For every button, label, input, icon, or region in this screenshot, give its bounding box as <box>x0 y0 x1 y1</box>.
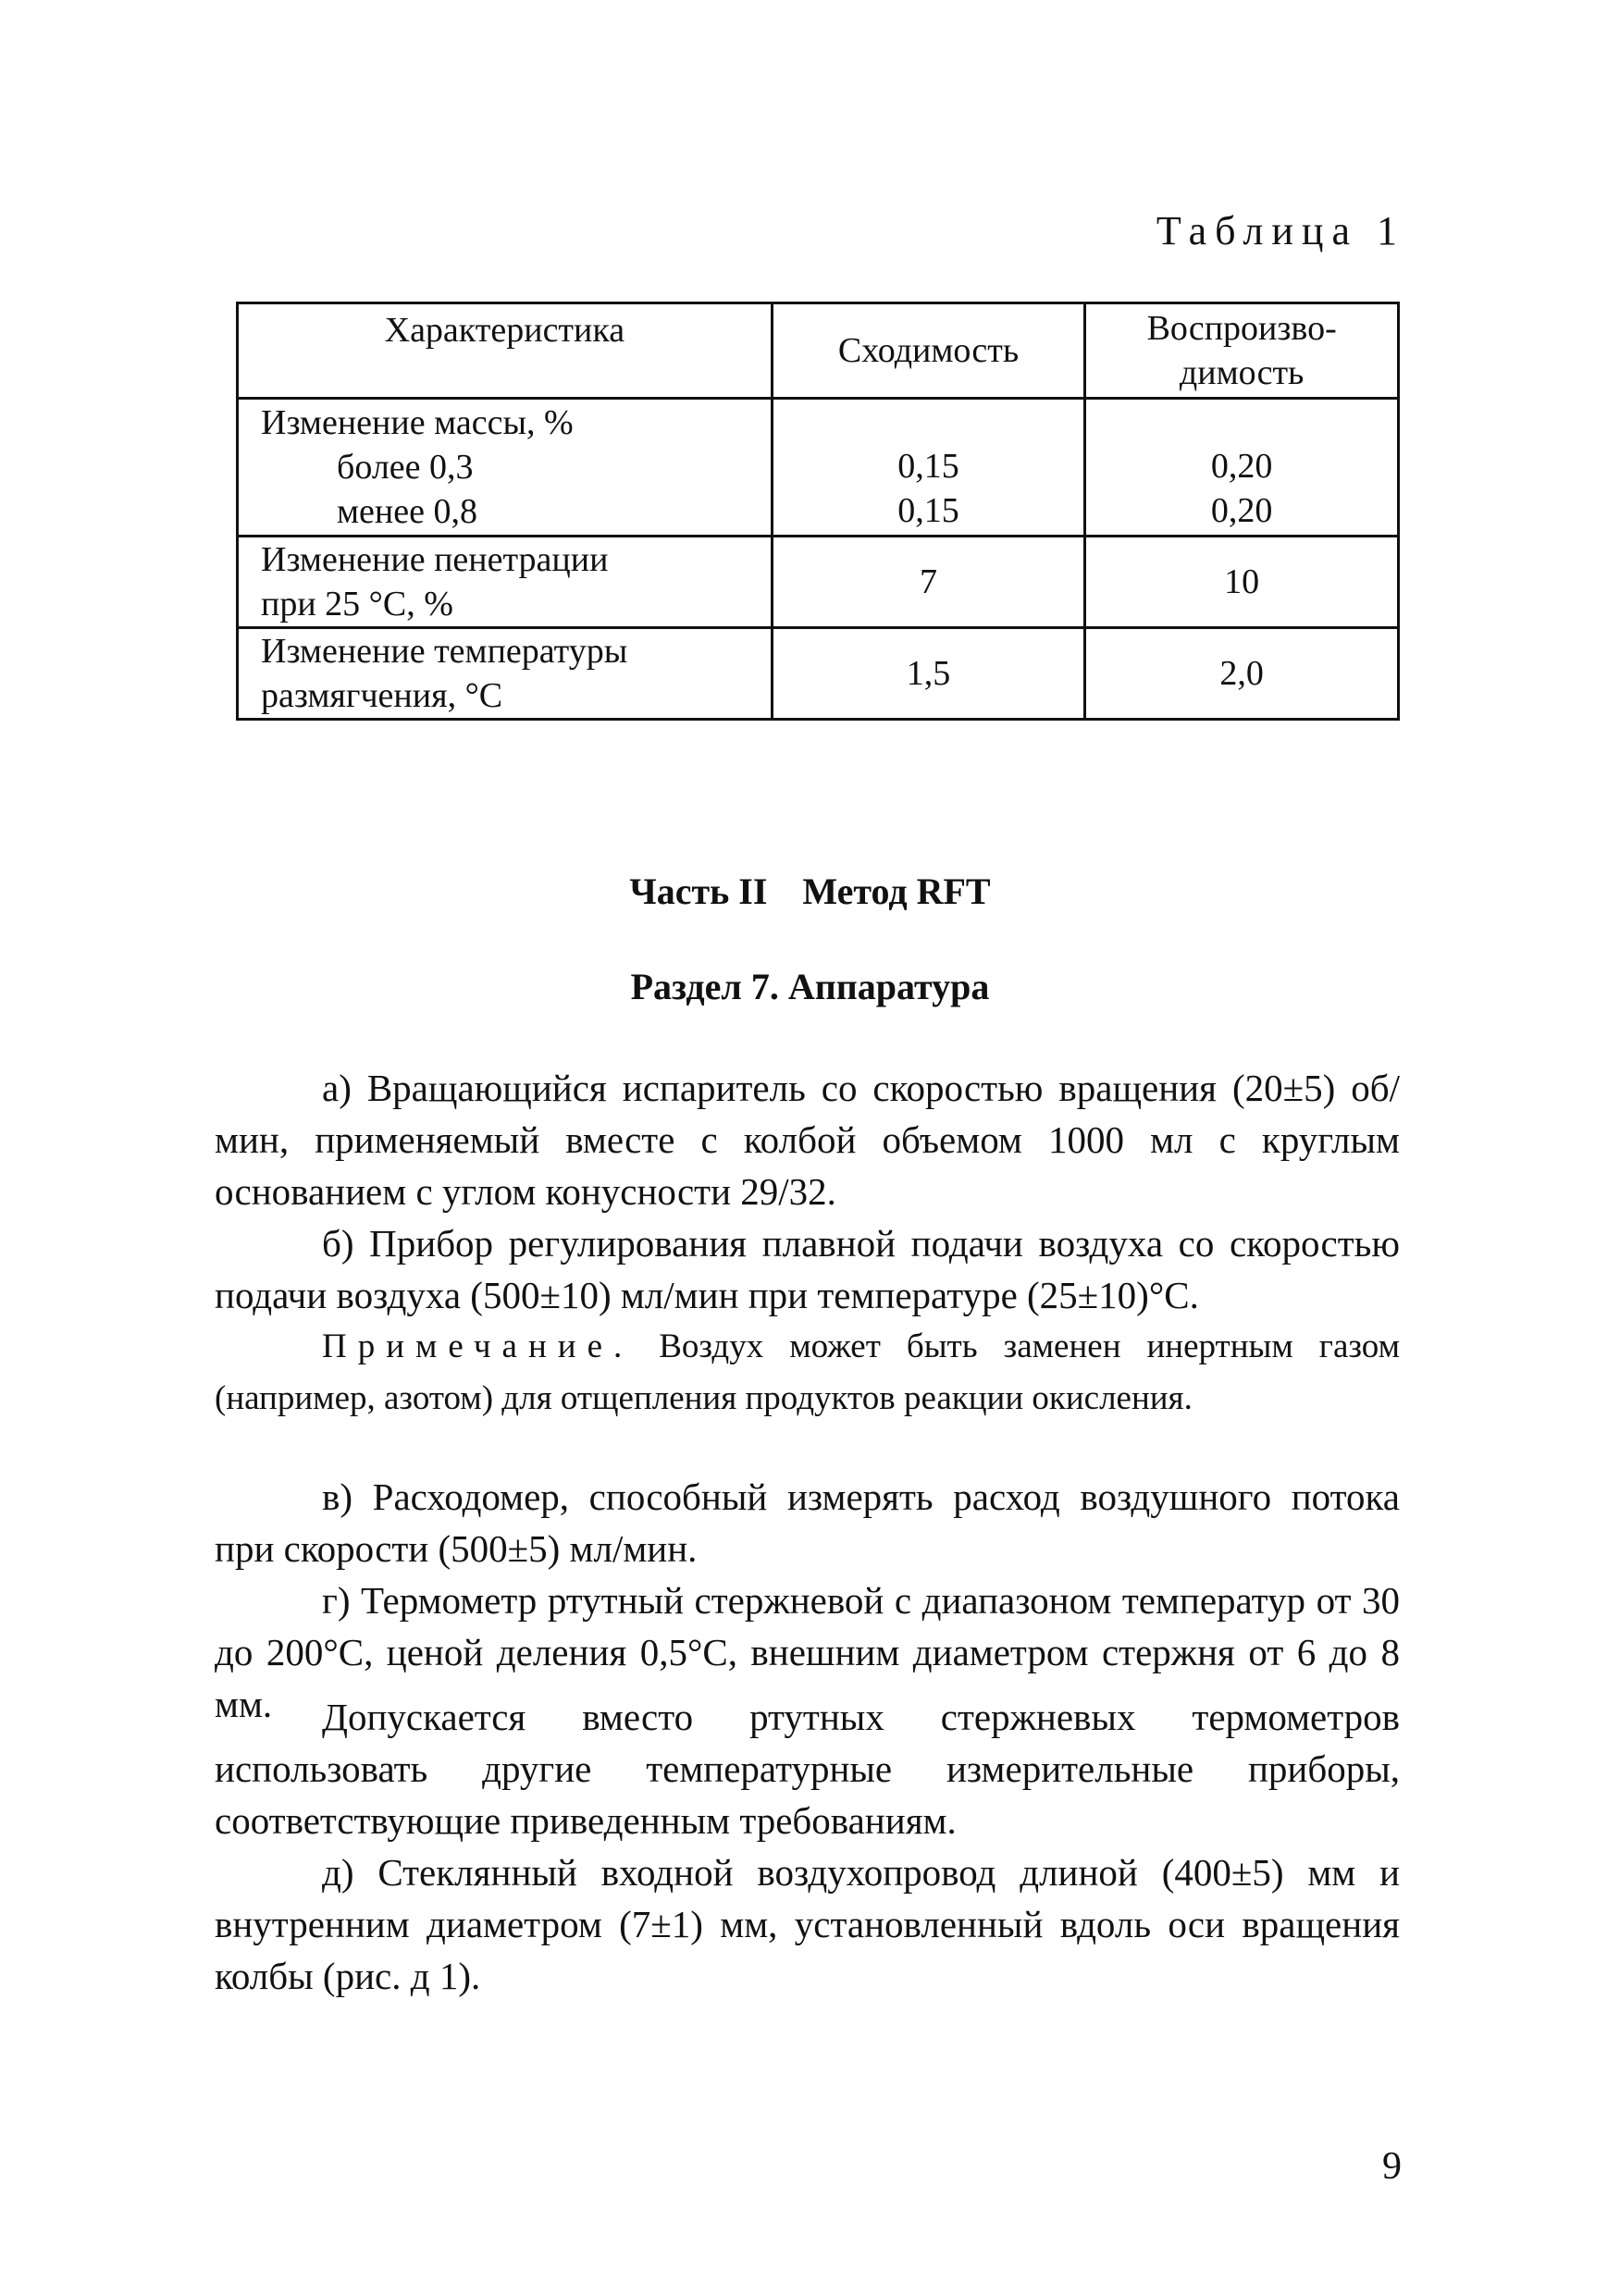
mass-convergence <box>772 399 1085 537</box>
paragraph-group-3 <box>215 1599 1400 2002</box>
softening-reproducibility: 2,0 <box>1085 628 1399 720</box>
row-label-mass <box>238 399 773 537</box>
note-label: Примечание. <box>322 1327 634 1365</box>
table-row <box>238 399 1399 537</box>
paragraph-d: д) Стеклянный входной воздухопровод длиной (400±5) мм и внутренним диаметром (7±1) мм, установленный вдоль оси вращения колбы (рис. д 1). <box>215 1851 1400 1997</box>
mass-reproducibility <box>1085 399 1399 537</box>
mass-sub-less: менее 0,8 <box>337 492 477 531</box>
header-characteristic: Характеристика <box>238 303 773 399</box>
row-label-softening <box>238 628 773 720</box>
note-block <box>215 1321 1400 1425</box>
header-reproducibility <box>1085 303 1399 399</box>
paragraph-allowed: Допускается вместо ртутных стержневых термометров использовать другие температурные измерительные приборы, соответствующие приведенным требованиям. <box>215 1696 1400 1842</box>
mass-sub-more: более 0,3 <box>337 448 474 487</box>
penetration-label-line1: Изменение пенетрации <box>261 540 609 579</box>
softening-convergence: 1,5 <box>772 628 1085 720</box>
softening-label-line1: Изменение температуры <box>261 632 628 671</box>
table-row <box>238 628 1399 720</box>
table-caption: Таблица 1 <box>1156 208 1405 253</box>
penetration-convergence: 7 <box>772 537 1085 628</box>
part-title: Метод RFT <box>802 870 991 912</box>
part-label: Часть II <box>629 870 768 912</box>
section-heading: Раздел 7. Аппаратура <box>630 966 990 1007</box>
paragraph-b: б) Прибор регулирования плавной подачи воздуха со скоростью подачи воздуха (500±10) мл/мин при температуре (25±10)°С. <box>215 1222 1400 1316</box>
paragraph-a: а) Вращающийся испаритель со скоростью вращения (20±5) об/мин, применяемый вместе с колбой объемом 1000 мл с круглым основанием с углом конусности 29/32. <box>215 1067 1400 1213</box>
paragraph-group-1 <box>215 1062 1400 1321</box>
mass-convergence-2: 0,15 <box>897 491 959 530</box>
note-paragraph <box>215 1321 1400 1425</box>
penetration-label-line2: при 25 °С, % <box>261 585 453 623</box>
row-label-penetration <box>238 537 773 628</box>
page-number: 9 <box>1382 2145 1402 2188</box>
paragraph-g: г) Термометр ртутный стержневой с диапазоном температур от 30 до 200°С, ценой деления 0,5°С, внешним диаметром стержня от 6 до 8 мм. <box>215 1579 1400 1725</box>
header-reproducibility-line1: Воспроизво- <box>1146 309 1337 348</box>
precision-table <box>236 302 1400 721</box>
part-heading <box>0 870 1620 912</box>
mass-reproducibility-2: 0,20 <box>1210 491 1273 530</box>
table-header-row <box>238 303 1399 399</box>
note-text: Воздух может быть заменен инертным газом (например, азотом) для отщепления продуктов реакции окисления. <box>215 1327 1400 1417</box>
mass-label: Изменение массы, % <box>261 403 574 442</box>
table-row <box>238 537 1399 628</box>
mass-reproducibility-1: 0,20 <box>1210 447 1273 486</box>
header-reproducibility-line2: димость <box>1179 353 1305 392</box>
softening-label-line2: размягчения, °С <box>261 676 503 715</box>
header-convergence: Сходимость <box>772 303 1085 399</box>
mass-convergence-1: 0,15 <box>897 447 959 486</box>
penetration-reproducibility: 10 <box>1085 537 1399 628</box>
paragraph-v: в) Расходомер, способный измерять расход воздушного потока при скорости (500±5) мл/мин. <box>215 1475 1400 1570</box>
